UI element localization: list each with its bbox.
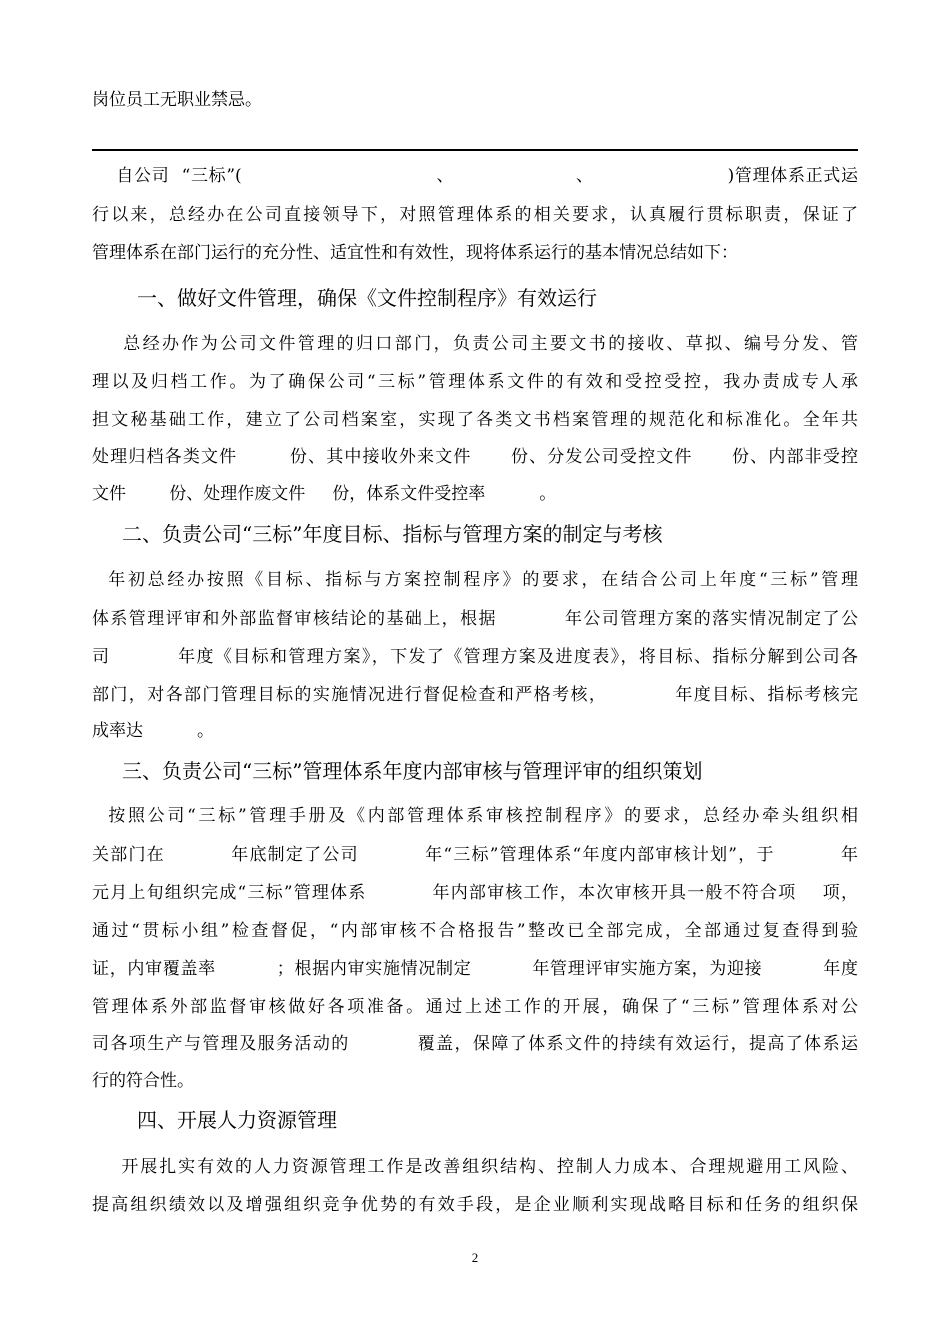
intro-line: 行以来，总经办在公司直接领导下，对照管理体系的相关要求，认真履行贯标职责，保证了 (92, 205, 858, 225)
section-3-line: 证，内审覆盖率 ；根据内审实施情况制定 年管理评审实施方案，为迎接 年度 (92, 959, 858, 979)
section-4-line: 提高组织绩效以及增强组织竞争优势的有效手段，是企业顺利实现战略目标和任务的组织保 (92, 1195, 858, 1215)
intro-line: 管理体系在部门运行的充分性、适宜性和有效性，现将体系运行的基本情况总结如下： (92, 243, 738, 263)
section-3-line: 管理体系外部监督审核做好各项准备。通过上述工作的开展，确保了“三标”管理体系对公 (92, 997, 858, 1017)
section-1-line: 处理归档各类文件 份、其中接收外来文件 份、分发公司受控文件 份、内部非受控 (92, 447, 858, 467)
section-3-line: 按照公司“三标”管理手册及《内部管理体系审核控制程序》的要求，总经办牵头组织相 (92, 806, 858, 826)
section-3-line: 司各项生产与管理及服务活动的 覆盖，保障了体系文件的持续有效运行，提高了体系运 (92, 1034, 858, 1054)
section-2-line: 成率达 。 (92, 721, 215, 741)
section-2-line: 部门，对各部门管理目标的实施情况进行督促检查和严格考核， 年度目标、指标考核完 (92, 685, 858, 705)
section-heading-1: 一、做好文件管理，确保《文件控制程序》有效运行 (137, 286, 597, 310)
section-3-line: 行的符合性。 (92, 1071, 194, 1091)
section-2-line: 司 年度《目标和管理方案》，下发了《管理方案及进度表》，将目标、指标分解到公司各 (92, 647, 858, 667)
section-heading-2: 二、负责公司“三标”年度目标、指标与管理方案的制定与考核 (122, 522, 663, 546)
section-heading-3: 三、负责公司“三标”管理体系年度内部审核与管理评审的组织策划 (122, 759, 703, 783)
top-line: 岗位员工无职业禁忌。 (92, 90, 262, 110)
section-1-line: 担文秘基础工作，建立了公司档案室，实现了各类文书档案管理的规范化和标准化。全年共 (92, 410, 858, 430)
section-2-line: 年初总经办按照《目标、指标与方案控制程序》的要求，在结合公司上年度“三标”管理 (92, 570, 858, 590)
section-heading-4: 四、开展人力资源管理 (137, 1108, 337, 1132)
section-3-line: 关部门在 年底制定了公司 年“三标”管理体系“年度内部审核计划”，于 年 (92, 845, 858, 865)
section-4-line: 开展扎实有效的人力资源管理工作是改善组织结构、控制人力成本、合理规避用工风险、 (92, 1157, 858, 1177)
section-1-line: 总经办作为公司文件管理的归口部门，负责公司主要文书的接收、草拟、编号分发、管 (92, 334, 858, 354)
section-3-line: 元月上旬组织完成“三标”管理体系 年内部审核工作，本次审核开具一般不符合项 项， (92, 883, 858, 903)
section-2-line: 体系管理评审和外部监督审核结论的基础上，根据 年公司管理方案的落实情况制定了公 (92, 609, 858, 629)
page-number: 2 (471, 1250, 479, 1265)
section-1-line: 理以及归档工作。为了确保公司“三标”管理体系文件的有效和受控受控，我办责成专人承 (92, 372, 858, 392)
section-3-line: 通过“贯标小组”检查督促，“内部审核不合格报告”整改已全部完成，全部通过复查得到验 (92, 921, 858, 941)
section-1-line: 文件 份、处理作废文件 份，体系文件受控率 。 (92, 484, 557, 504)
intro-line: 自公司 “三标”( 、 、 )管理体系正式运 (92, 166, 858, 186)
divider (92, 149, 858, 151)
